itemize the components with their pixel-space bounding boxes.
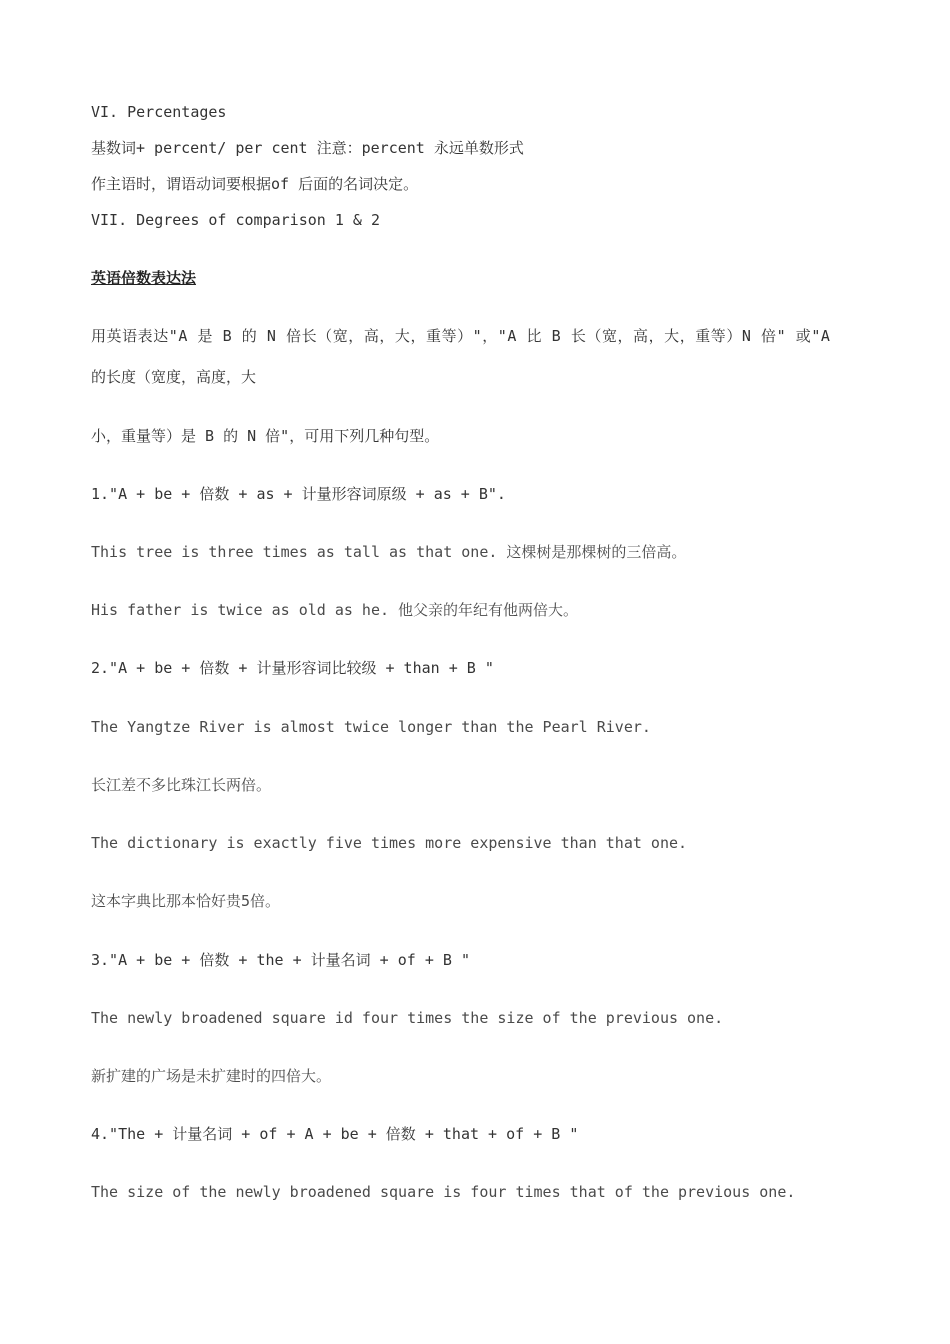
section-heading-percentages: VI. Percentages [91,103,227,121]
pattern-2: 2."A + be + 倍数 + 计量形容词比较级 + than + B " [91,659,494,677]
percent-rule-line: 基数词+ percent/ per cent 注意：percent 永远单数形式 [91,139,524,157]
intro-paragraph-line-2: 的长度（宽度，高度，大 [91,368,257,386]
subject-rule-line: 作主语时，谓语动词要根据of 后面的名词决定。 [91,175,419,193]
pattern-4: 4."The + 计量名词 + of + A + be + 倍数 + that + of + B " [91,1125,579,1143]
pattern-1: 1."A + be + 倍数 + as + 计量形容词原级 + as + B". [91,485,506,503]
pattern-1-example-1: This tree is three times as tall as that one. 这棵树是那棵树的三倍高。 [91,543,687,561]
pattern-3-example-1-translation: 新扩建的广场是未扩建时的四倍大。 [91,1067,332,1085]
section-heading-comparison: VII. Degrees of comparison 1 & 2 [91,211,380,229]
pattern-2-example-1: The Yangtze River is almost twice longer than the Pearl River. [91,718,651,736]
multiples-heading: 英语倍数表达法 [91,269,197,287]
intro-paragraph-line-1: 用英语表达"A 是 B 的 N 倍长（宽，高，大，重等）"，"A 比 B 长（宽，高，大，重等）N 倍" 或"A [91,327,831,345]
pattern-4-example-1: The size of the newly broadened square is four times that of the previous one. [91,1183,796,1201]
intro-paragraph-line-3: 小，重量等）是 B 的 N 倍"，可用下列几种句型。 [91,427,440,445]
pattern-2-example-2: The dictionary is exactly five times more expensive than that one. [91,834,688,852]
pattern-3-example-1: The newly broadened square id four times the size of the previous one. [91,1009,724,1027]
pattern-2-example-2-translation: 这本字典比那本恰好贵5倍。 [91,892,281,910]
pattern-2-example-1-translation: 长江差不多比珠江长两倍。 [91,776,272,794]
pattern-1-example-2: His father is twice as old as he. 他父亲的年纪有他两倍大。 [91,601,579,619]
pattern-3: 3."A + be + 倍数 + the + 计量名词 + of + B " [91,951,470,969]
